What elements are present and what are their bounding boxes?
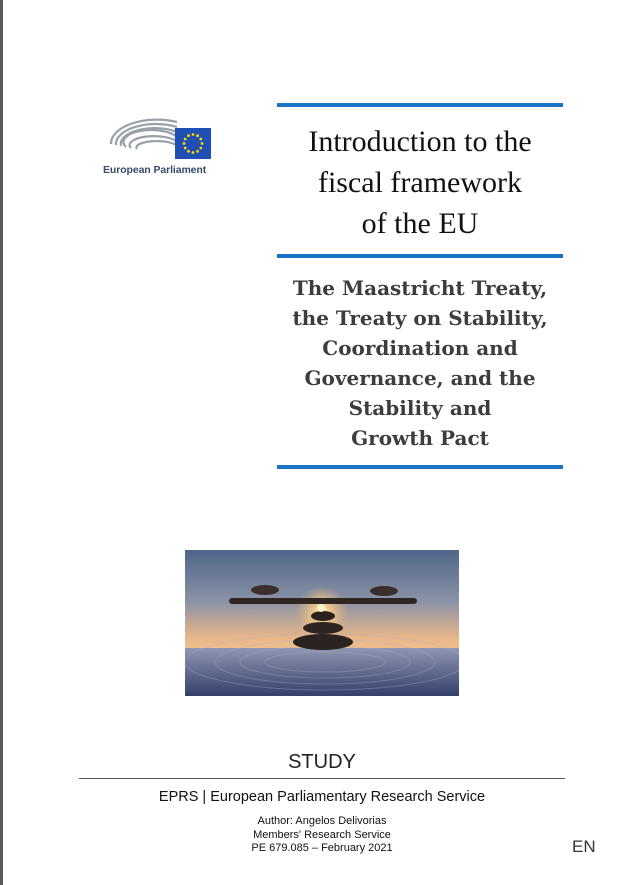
subtitle-line: Stability and	[348, 396, 492, 420]
title-line: of the EU	[361, 207, 479, 240]
hemicycle-flag-icon	[103, 108, 215, 164]
subtitle-line: the Treaty on Stability,	[292, 306, 548, 330]
subtitle-line: The Maastricht Treaty,	[292, 276, 548, 300]
unit-line: Members' Research Service	[253, 828, 391, 841]
page-edge	[0, 0, 3, 885]
title-line: Introduction to the	[308, 125, 532, 158]
author-line: Author: Angelos Delivorias	[257, 815, 387, 827]
title-top-rule	[277, 103, 563, 107]
publication-type: STUDY	[288, 751, 356, 773]
subtitle-line: Growth Pact	[351, 426, 489, 450]
document-subtitle	[277, 273, 563, 453]
title-line: fiscal framework	[317, 166, 523, 199]
title-bottom-rule	[277, 465, 563, 469]
subtitle-line: Coordination and	[322, 336, 518, 360]
european-parliament-logo	[103, 108, 215, 178]
logo-text: European Parliament	[103, 164, 207, 176]
subtitle-line: Governance, and the	[304, 366, 536, 390]
title-middle-rule	[277, 254, 563, 258]
reference-line: PE 679.085 – February 2021	[251, 842, 393, 854]
language-code: EN	[572, 837, 596, 856]
publication-meta	[79, 815, 565, 856]
document-title	[277, 121, 563, 244]
eu-flag	[175, 128, 211, 159]
service-name: EPRS | European Parliamentary Research Service	[158, 789, 486, 805]
balanced-stones-sunset-image	[185, 550, 459, 696]
footer-divider	[79, 778, 565, 779]
